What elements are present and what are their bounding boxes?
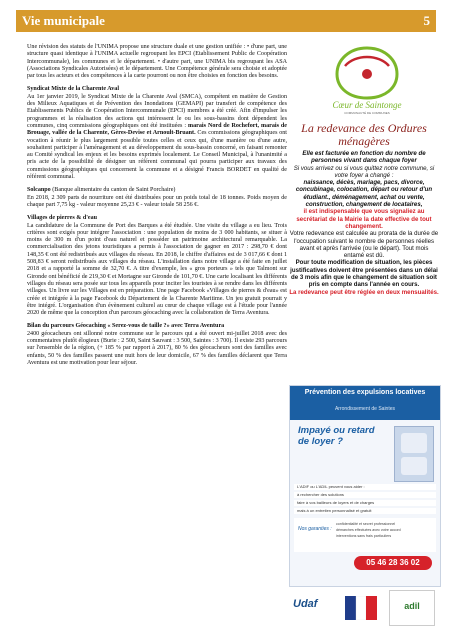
section-header (16, 10, 436, 32)
udaf-logo: Udaf (293, 598, 318, 610)
villages-heading: Villages de pierres & d'eau (27, 215, 98, 222)
smca-text: Au 1er janvier 2019, le Syndicat Mixte de la Charente Aval (SMCA), compétent en matière de Gestion des Milieux Aquatiques et de Prévention des Inondations (GEMAPI) par transfert de compétence des Etablissements Publics de Coopération Intercommunale (EPCI) membres a été créé. Afin d'impulser les programmes et la réalisation des actions qui intéressent le ou les sous-bassins dont dépendent les communes, cinq commissions géographiques ont été instituées : (27, 93, 287, 129)
smca-text-2: Ces commissions géographiques ont vocation à réunir le plus largement possible toutes celles et ceux qui, d'une manière ou d'une autre, souhaitent participer à l'aménagement et au développement du sous-bassin concerné, en faisant remonter au Comité syndical les enjeux et les besoins exprimés localement. Le Conseil Municipal, à l'unanimité a pris acte de la possibilité de désigner un référent communal qui pourra participer aux travaux des commissions géographiques qui concernent la commune et a désigné Francis BORDET en qualité de référent communal. (27, 130, 287, 181)
redevance-p3: Votre redevance est calculée au prorata de la durée de l'occupation suivant le nombre de personnes réelles avant et après l'arrivée (ou le départ). Tout mois entamé est dû. (289, 230, 439, 260)
flyer-point: mais à un entretien personnalisé et gratuit (294, 508, 436, 514)
redevance-subtitle: Elle est facturée en fonction du nombre de personnes vivant dans chaque foyer (302, 150, 426, 165)
smca-paragraph (27, 94, 287, 182)
redevance-p1: Si vous arrivez ou si vous quittez notre commune, si votre foyer a changé : (293, 164, 435, 179)
solcanpo-paragraph: En 2018, 2 309 parts de nourriture ont été distribuées pour un poids total de 18 tonnes. Poids moyen de chaque part 7,75 kg - valeur moyenne 25,23 € - valeur totale 58 256 €. (27, 194, 287, 208)
redevance-p4: Pour toute modification de situation, les pièces justificatives doivent être présentées dans un délai de 3 mois afin que le changement de situation soit pris en compte dans l'année en cours. (290, 259, 438, 289)
guarantee-item: interventions sans frais particuliers (336, 534, 392, 538)
logo-sub: COMMUNAUTÉ DE COMMUNES (344, 111, 390, 115)
flyer-point: L'ADIF ou L'ADIL peuvent vous aider : (294, 484, 436, 490)
redevance-title: La redevance des Ordures ménagères (301, 121, 427, 148)
adil-logo-text: adil (404, 601, 420, 611)
redevance-notice: il est indispensable que vous signaliez au secrétariat de la Mairie la date effective de tout changement. (296, 208, 432, 230)
guarantee-item: démarches effectuées avec votre accord (336, 528, 401, 532)
page-number: 5 (423, 13, 430, 28)
flyer-banner-sub: Arrondissement de Saintes (334, 406, 396, 412)
flyer-points (294, 484, 436, 516)
guarantees-label: Nos garanties : (298, 526, 332, 532)
redevance-events: naissance, décès, mariage, pacs, divorce, concubinage, colocation, départ ou retour d'un étudiant., déménagement, achat ou vente, construction, changement de locataires, (295, 179, 433, 209)
smca-heading: Syndicat Mixte de la Charente Aval (27, 86, 120, 93)
sidebar-column (289, 44, 439, 296)
partner-logos (289, 588, 439, 628)
unima-paragraph: Une révision des statuts de l'UNIMA propose une structure duale et une gestion unifiée : • d'une part, une structure quasi identique à l'UNIMA actuelle regroupant les EPCI (Etablissement Public de Coopération Intercommunale), les communes et le département. • d'autre part, une UNIMA bis regroupant les ASA (Associations Syndicales Autorisées) et le département. Une Compétence générale sera choisie et adoptée par tous les acteurs et des compétences à la carte pourront ou non être choisies en fonction des besoins. (27, 44, 287, 80)
flyer-phone: 05 46 28 36 02 (354, 556, 432, 570)
flyer-banner (290, 386, 440, 420)
section-title: Vie municipale (22, 13, 105, 28)
solcanpo-title: Solcanpo (27, 187, 51, 194)
republique-flag-icon (345, 596, 377, 620)
guarantee-item: confidentialité et secret professionnel (336, 522, 396, 526)
prevention-flyer (289, 385, 441, 587)
solcanpo-heading (27, 187, 287, 194)
main-column (27, 44, 287, 367)
door-illustration-icon (394, 426, 434, 482)
adil-logo (389, 590, 435, 626)
coeur-de-saintonge-logo (327, 44, 407, 116)
geocaching-heading: Bilan du parcours Géocaching « Serez-vous de taille ?» avec Terra Aventura (27, 323, 225, 330)
smca-commissions: marais Nord de Rochefort, marais de Brouage, vallée de la Charente, Gères-Devise et Arnoult-Bruant. (27, 122, 288, 137)
flyer-point: à rechercher des solutions (294, 492, 436, 498)
redevance-p5: La redevance peut être réglée en deux mensualités. (289, 288, 439, 296)
flyer-guarantees (294, 518, 436, 552)
villages-paragraph: La candidature de la Commune de Port des Barques a été étudiée. Une visite du village a eu lieu. Trois critères sont exigés pour intégrer l'association : une population de moins de 3 000 habitants, se situer à moins de 300 m d'un point d'eau naturel et posséder un patrimoine architectural remarquable. La commercialisation des jetons touristiques a permis à l'association de gagner en 2017 : 298,70 € dont 148,35 € ont été redistribués aux villages du réseau. En 2018, le chiffre d'affaires est de 3 017,66 € dont 1 508,83 € seront redistribués aux villages du réseau. L'installation dans notre village a été faite en juillet 2018 et a rapporté la somme de 32,70 €. A titre d'exemple, les « gros porteurs » tels que Talmont sur Gironde ont bénéficié de 219,30 € et Mortagne sur Gironde de 101,70 €. Une carte localisant les différents villages du réseau sera posée sur tous les appareils pour inciter les touristes à se rendre dans les différents villages. Un livre sur les Villages est en préparation. Une page Facebook «Villages de pierres & d'eau» est créée et intégrée à la page Facebook du Département de la Charente Maritime. Un jeu gratuit pourrait y être intégré. L'organisation d'un évènement culturel au cœur de chaque village est à l'étude pour l'année 2020 de même que la conception d'un parcours géocaching avec la collaboration de Terra Aventura. (27, 222, 287, 317)
solcanpo-subtitle: (Banque alimentaire du canton de Saint Porchaire) (52, 187, 176, 194)
redevance-body (289, 150, 439, 296)
flyer-point: faire à vos bailleurs de loyers et de charges (294, 500, 436, 506)
flyer-question: Impayé ou retard de loyer ? (298, 425, 375, 447)
geocaching-paragraph: 2400 géocacheurs ont sillonné notre commune sur le parcours qui a été ouvert mi-juillet 2018 avec des commentaires plutôt élogieux (Burie : 2 500, Saint Sauvant : 3 500, Saintes : 3 700). Il existe 293 parcours sur l'ensemble de la région, (+ 185 % par rapport à 2017), 80 % des géocacheurs sont des familles avec enfants, 50 % des familles passent une nuit hors de leur domicile, 67 % des familles déclarent que Terra Aventura est une motivation pour leur séjour. (27, 330, 287, 366)
logo-emblem-icon (327, 44, 407, 116)
flyer-banner-title: Prévention des expulsions locatives (304, 389, 426, 396)
logo-name: Cœur de Saintonge (332, 100, 402, 110)
